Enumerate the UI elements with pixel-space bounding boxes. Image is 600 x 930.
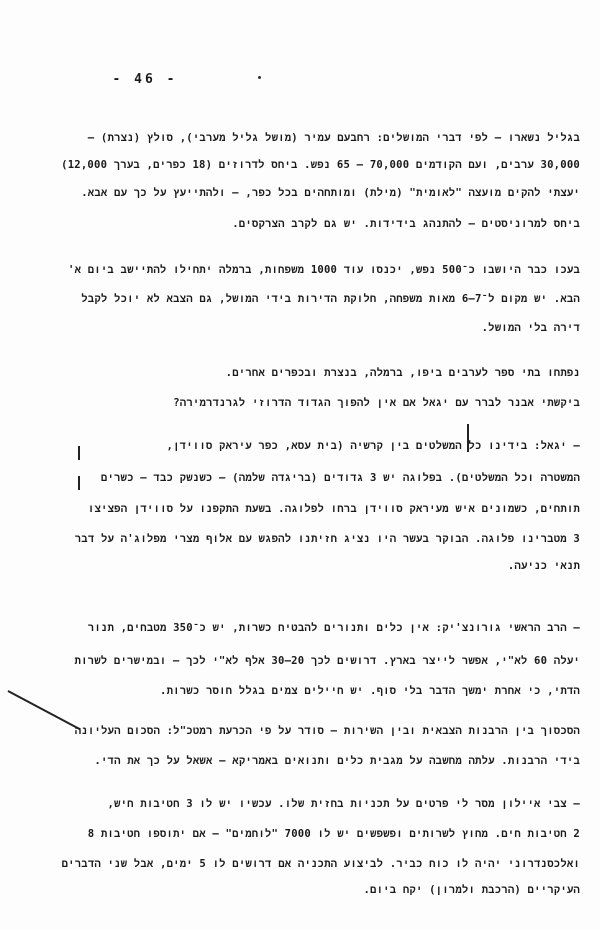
paragraph-line: יעלה 60 לא"י, אפשר לייצר בארץ. דרושים לכך 20–30 אלף לא"י לכך – ובמישרים לשרות — [74, 655, 580, 667]
paragraph-line: ואלכסנדרוני יהיה לו כוח כביר. לביצוע התכניה אם דרושים לו 5 ימים, אבל שני הדברים — [61, 858, 580, 870]
paragraph-line: תותחים, כשמונים איש מעיראק סווידן ברחו לפלוגה. בשעת התקפנו על סווידן הפציצו — [87, 503, 580, 515]
paragraph-line: המשטרה וכל המשלטים). בפלוגה יש 3 גדודים (בריגדה שלמה) – כשנשק כבד – כשרים — [100, 472, 580, 484]
pen-stroke-mark — [8, 690, 81, 730]
paragraph-line: ביחס למרוניסטים – להתנהג בידידות. יש גם לקרב הצרקסים. — [232, 218, 580, 230]
paragraph-line: נפתחו בתי ספר לערבים ביפו, ברמלה, בנצרת ובכפרים אחרים. — [225, 367, 580, 379]
paragraph-line: 3 מטברינו פלוגה. הבוקר בעשר היו נציג חזיתנו להפגש עם אלוף מצרי מפלוג'ה על דבר — [74, 533, 580, 545]
page-number: - 46 - — [112, 72, 178, 87]
margin-mark — [78, 446, 80, 460]
paragraph-line: 30,000 ערבים, ועם הקודמים 70,000 – 65 נפש. ביחס לדרוזים (18 כפרים, בערך 12,000) — [61, 159, 580, 171]
paragraph-line: ביקשתי אבנר לברר עם יגאל אם אין להפוך הגדוד הדרוזי לגרנדרמירה? — [173, 397, 580, 409]
paragraph-line: הסכסוך בין הרבנות הצבאית ובין השירות – סודר על פי הכרעת רמטכ"ל: הסכום העליונה — [74, 725, 580, 737]
paragraph-line: תנאי כניעה. — [507, 560, 580, 572]
paragraph-line: דירה בלי המושל. — [481, 322, 580, 334]
margin-mark — [78, 476, 80, 490]
paragraph-line: הדתי, כי אחרת ימשך הדבר בלי סוף. יש חיילים צמים בגלל חוסר כשרות. — [160, 685, 580, 697]
paragraph-line: – הרב הראשי גורונצ'יק: אין כלים ותנורים להבטיח כשרות, יש כ־350 מטבחים, תנור — [87, 622, 580, 634]
ink-dot — [258, 76, 261, 79]
paragraph-line: בעכו כבר היושבו כ־500 נפש, יכנסו עוד 1000 משפחות, ברמלה יתחילו להתיישב ביום א' — [68, 264, 580, 276]
paragraph-line: בגליל נשארו – לפי דברי המושלים: רחבעם עמיר (מושל גליל מערבי), סולץ (נצרת) – — [87, 132, 580, 144]
paragraph-line: – יגאל: בידינו כל המשלטים בין קרשיה (בית עסא, כפר עיראק סווידן, — [166, 440, 580, 452]
paragraph-line: יעצתי להקים מועצה "לאומית" (מילת) ומותחהים בכל כפר, – ולהתייעץ על כך עם אבא. — [81, 187, 580, 199]
paragraph-line: הבא. יש מקום ל־7–6 מאות משפחה, חלוקת הדירות בידי המושל, גם הצבא לא יוכל לקבל — [81, 293, 580, 305]
paragraph-line: העיקריים (הרכבת ולמרון) יקח ביום. — [363, 884, 580, 896]
paragraph-line: בידי הרבנות. עלתה מחשבה על מגבית כלים ותנואים באמריקא – אשאל על כך את הדי. — [94, 755, 580, 767]
paragraph-line: – צבי איילון מסר לי פרטים על תכניות בחזית שלו. עכשיו יש לו 3 חטיבות חיש, — [107, 798, 580, 810]
paragraph-line: 2 חטיבות חים. מחוץ לשרותים ופשפשים יש לו 7000 "לוחמים" – אם יתוספו חטיבות 8 — [87, 828, 580, 840]
